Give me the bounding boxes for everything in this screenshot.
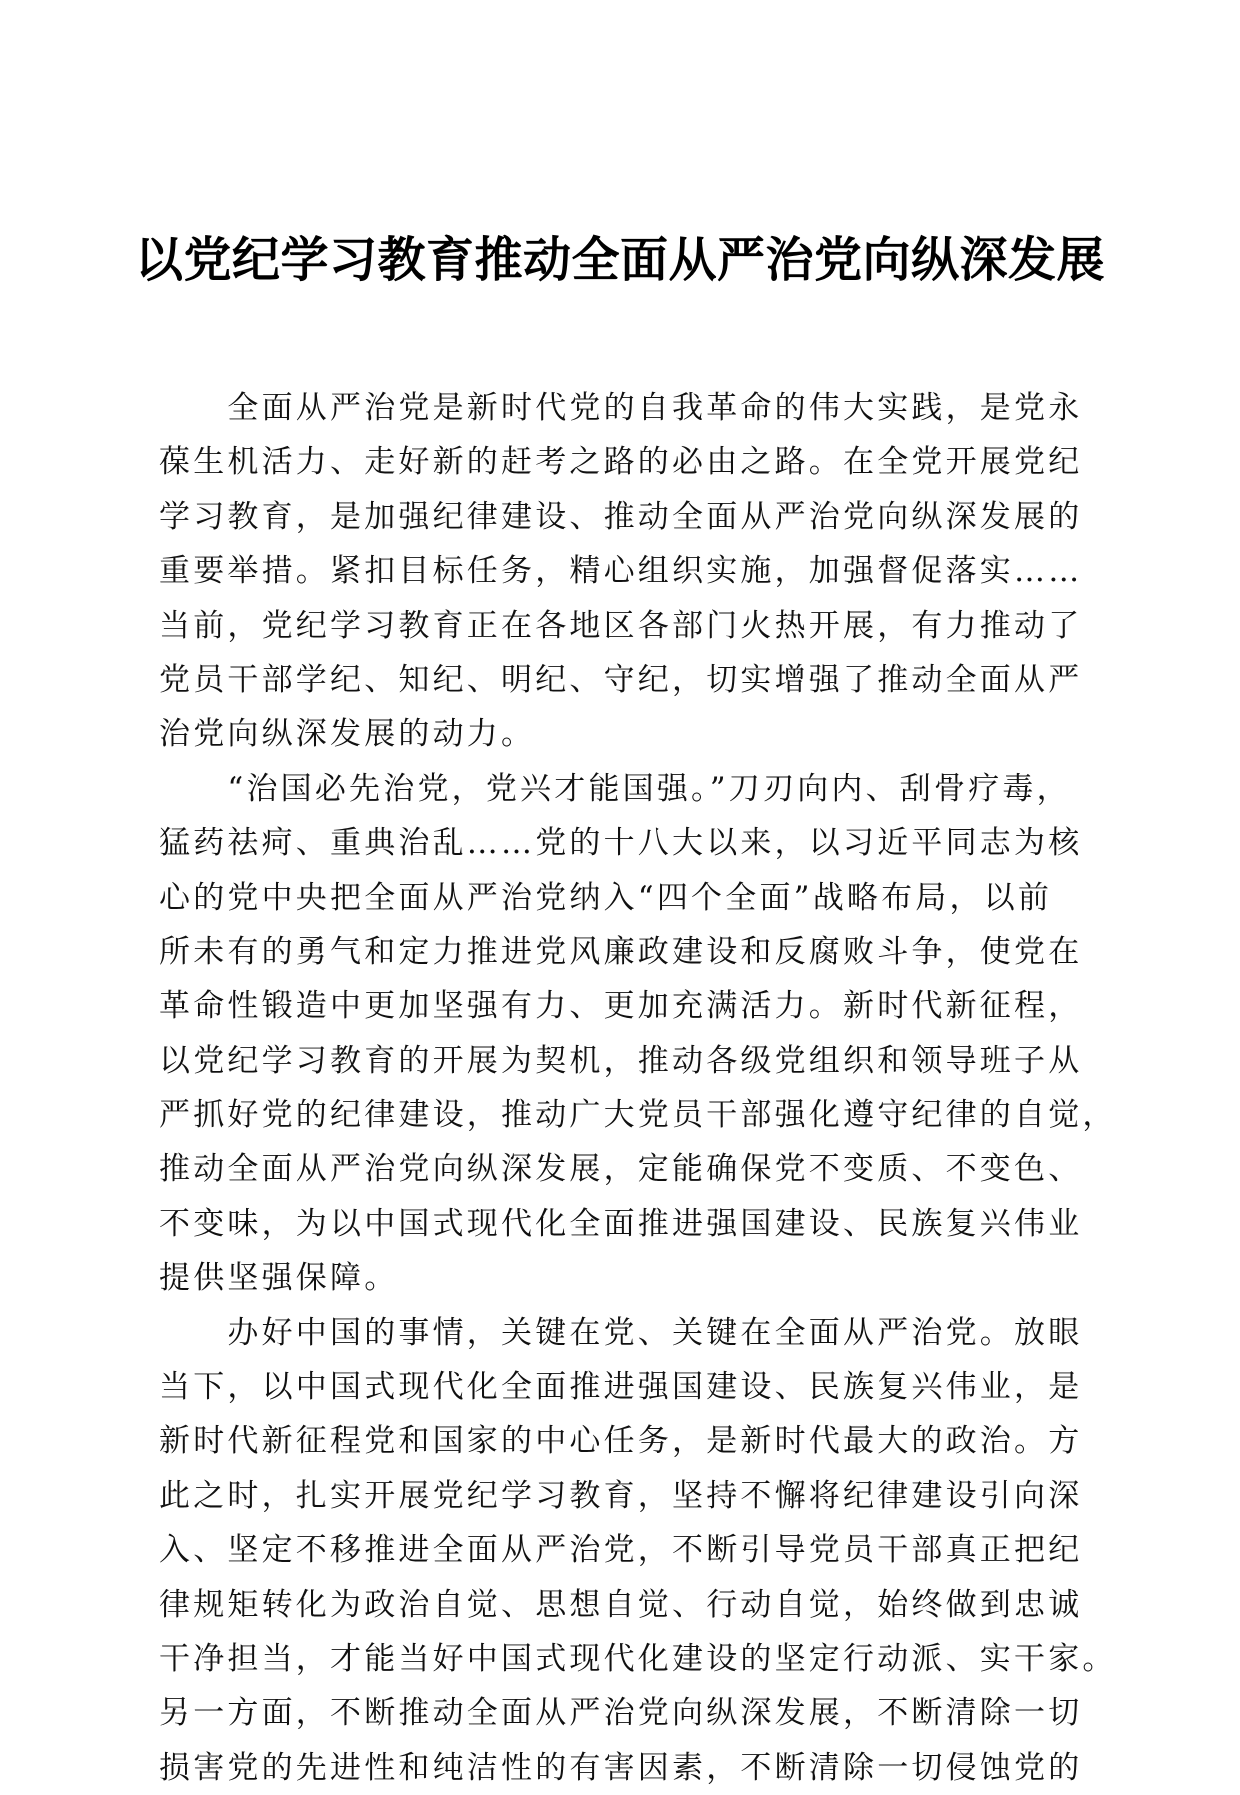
body-line: 党员干部学纪、知纪、明纪、守纪，切实增强了推动全面从严 xyxy=(159,661,1083,698)
body-line: 新时代新征程党和国家的中心任务，是新时代最大的政治。方 xyxy=(159,1423,1083,1460)
body-line: 干净担当，才能当好中国式现代化建设的坚定行动派、实干家。 xyxy=(159,1640,1117,1677)
body-line: 重要举措。紧扣目标任务，精心组织实施，加强督促落实…… xyxy=(159,553,1083,590)
body-line: 猛药祛疴、重典治乱……党的十八大以来，以习近平同志为核 xyxy=(159,825,1083,862)
body-line: 当前，党纪学习教育正在各地区各部门火热开展，有力推动了 xyxy=(159,607,1083,644)
body-line: 推动全面从严治党向纵深发展，定能确保党不变质、不变色、 xyxy=(159,1151,1083,1188)
body-line: 全面从严治党是新时代党的自我革命的伟大实践，是党永 xyxy=(159,390,1083,426)
body-line: 提供坚强保障。 xyxy=(159,1260,399,1297)
body-line: 律规矩转化为政治自觉、思想自觉、行动自觉，始终做到忠诚 xyxy=(159,1586,1083,1623)
document-title: 以党纪学习教育推动全面从严治党向纵深发展 xyxy=(134,232,1105,288)
body-line: 入、坚定不移推进全面从严治党，不断引导党员干部真正把纪 xyxy=(159,1532,1083,1569)
body-line: 此之时，扎实开展党纪学习教育，坚持不懈将纪律建设引向深 xyxy=(159,1477,1083,1514)
body-line: 葆生机活力、走好新的赶考之路的必由之路。在全党开展党纪 xyxy=(159,444,1083,481)
body-line: 不变味，为以中国式现代化全面推进强国建设、民族复兴伟业 xyxy=(159,1205,1083,1242)
body-line: 革命性锻造中更加坚强有力、更加充满活力。新时代新征程， xyxy=(159,988,1083,1025)
body-line: “治国必先治党，党兴才能国强。”刀刃向内、刮骨疗毒， xyxy=(159,770,1071,807)
body-line: 严抓好党的纪律建设，推动广大党员干部强化遵守纪律的自觉， xyxy=(159,1097,1117,1134)
body-line: 所未有的勇气和定力推进党风廉政建设和反腐败斗争，使党在 xyxy=(159,933,1083,970)
body-line: 学习教育，是加强纪律建设、推动全面从严治党向纵深发展的 xyxy=(159,498,1083,535)
body-line: 治党向纵深发展的动力。 xyxy=(159,716,536,753)
body-line: 办好中国的事情，关键在党、关键在全面从严治党。放眼 xyxy=(159,1314,1083,1351)
body-line: 当下，以中国式现代化全面推进强国建设、民族复兴伟业，是 xyxy=(159,1369,1083,1406)
body-line: 损害党的先进性和纯洁性的有害因素，不断清除一切侵蚀党的 xyxy=(159,1749,1083,1786)
body-line: 心的党中央把全面从严治党纳入“四个全面”战略布局，以前 xyxy=(159,879,1053,916)
body-line: 以党纪学习教育的开展为契机，推动各级党组织和领导班子从 xyxy=(159,1042,1083,1079)
body-line: 另一方面，不断推动全面从严治党向纵深发展，不断清除一切 xyxy=(159,1695,1083,1732)
document-body xyxy=(159,381,1117,1795)
